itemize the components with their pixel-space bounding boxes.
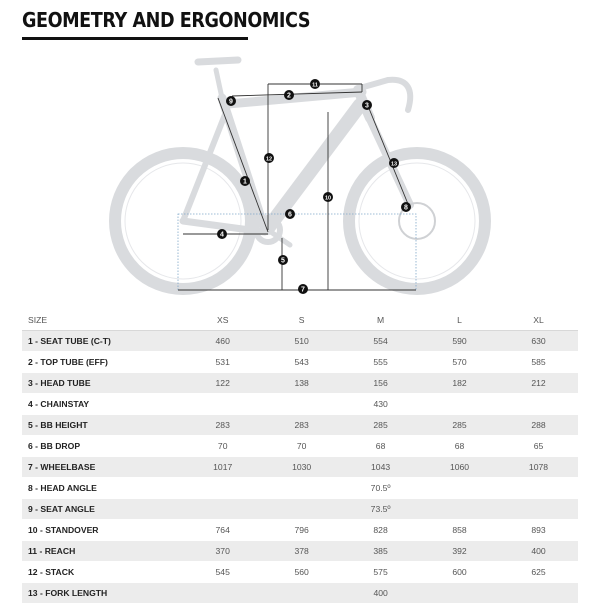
row-value: 285 [341, 415, 420, 436]
row-value: 600 [420, 562, 499, 583]
row-value-all-sizes: 430 [183, 394, 578, 415]
row-value: 288 [499, 415, 578, 436]
row-value: 392 [420, 541, 499, 562]
row-value: 156 [341, 373, 420, 394]
table-row [22, 541, 578, 562]
row-label: 10 - STANDOVER [22, 520, 183, 541]
row-value: 570 [420, 352, 499, 373]
row-value: 560 [262, 562, 341, 583]
row-value: 122 [183, 373, 262, 394]
row-label: 3 - HEAD TUBE [22, 373, 183, 394]
table-header-row [22, 310, 578, 331]
row-label: 4 - CHAINSTAY [22, 394, 183, 415]
size-xs-header: XS [183, 310, 262, 331]
table-row [22, 331, 578, 352]
marker-5-label: 5 [281, 257, 285, 265]
row-label: 6 - BB DROP [22, 436, 183, 457]
marker-7-label: 7 [301, 286, 305, 294]
row-value: 1043 [341, 457, 420, 478]
table-row [22, 562, 578, 583]
table-row [22, 394, 578, 415]
row-value: 460 [183, 331, 262, 352]
row-value: 1078 [499, 457, 578, 478]
marker-2-label: 2 [287, 92, 291, 100]
marker-1-label: 1 [243, 178, 247, 186]
row-value: 68 [341, 436, 420, 457]
row-value: 554 [341, 331, 420, 352]
table-row [22, 415, 578, 436]
row-label: 9 - SEAT ANGLE [22, 499, 183, 520]
table-row [22, 352, 578, 373]
size-m-header: M [341, 310, 420, 331]
row-value: 1017 [183, 457, 262, 478]
row-label: 7 - WHEELBASE [22, 457, 183, 478]
marker-6-label: 6 [288, 211, 292, 219]
marker-12-label: 12 [265, 156, 273, 163]
table-row [22, 583, 578, 604]
row-label: 11 - REACH [22, 541, 183, 562]
row-value: 585 [499, 352, 578, 373]
row-value: 385 [341, 541, 420, 562]
row-value: 370 [183, 541, 262, 562]
row-value: 70 [262, 436, 341, 457]
geometry-table [22, 310, 578, 604]
row-value: 531 [183, 352, 262, 373]
row-value: 893 [499, 520, 578, 541]
table-row [22, 457, 578, 478]
row-label: 1 - SEAT TUBE (C-T) [22, 331, 183, 352]
table-row [22, 478, 578, 499]
table-row [22, 499, 578, 520]
row-value: 625 [499, 562, 578, 583]
marker-13-label: 13 [390, 161, 398, 168]
front-wheel [349, 153, 485, 289]
table-row [22, 520, 578, 541]
row-value: 555 [341, 352, 420, 373]
size-header: SIZE [22, 310, 183, 331]
row-value: 828 [341, 520, 420, 541]
size-l-header: L [420, 310, 499, 331]
handlebar [388, 80, 410, 110]
row-value: 1030 [262, 457, 341, 478]
row-value: 68 [420, 436, 499, 457]
row-value: 590 [420, 331, 499, 352]
row-value: 182 [420, 373, 499, 394]
row-value: 764 [183, 520, 262, 541]
bike-geometry-diagram [0, 40, 600, 302]
size-xl-header: XL [499, 310, 578, 331]
row-value: 378 [262, 541, 341, 562]
marker-9-label: 9 [229, 98, 233, 106]
table-row [22, 436, 578, 457]
row-value: 70 [183, 436, 262, 457]
row-value: 630 [499, 331, 578, 352]
row-value: 65 [499, 436, 578, 457]
row-value: 510 [262, 331, 341, 352]
row-value: 796 [262, 520, 341, 541]
table-row [22, 373, 578, 394]
marker-3-label: 3 [365, 102, 369, 110]
marker-11-label: 11 [312, 82, 318, 89]
seatpost [216, 70, 222, 98]
marker-4-label: 4 [220, 231, 224, 239]
row-value: 283 [262, 415, 341, 436]
row-value: 400 [499, 541, 578, 562]
row-value: 1060 [420, 457, 499, 478]
row-value-all-sizes: 400 [183, 583, 578, 604]
row-value: 858 [420, 520, 499, 541]
row-value: 283 [183, 415, 262, 436]
page-title: GEOMETRY AND ERGONOMICS [22, 8, 311, 32]
marker-8-label: 8 [404, 204, 408, 212]
size-s-header: S [262, 310, 341, 331]
row-label: 12 - STACK [22, 562, 183, 583]
row-value: 212 [499, 373, 578, 394]
row-value: 545 [183, 562, 262, 583]
row-value: 575 [341, 562, 420, 583]
row-label: 13 - FORK LENGTH [22, 583, 183, 604]
row-value: 543 [262, 352, 341, 373]
row-label: 8 - HEAD ANGLE [22, 478, 183, 499]
row-label: 5 - BB HEIGHT [22, 415, 183, 436]
marker-10-label: 10 [324, 195, 332, 202]
row-value: 285 [420, 415, 499, 436]
stem [360, 80, 388, 88]
saddle [198, 60, 238, 62]
row-value-all-sizes: 73.5º [183, 499, 578, 520]
row-label: 2 - TOP TUBE (EFF) [22, 352, 183, 373]
row-value: 138 [262, 373, 341, 394]
row-value-all-sizes: 70.5º [183, 478, 578, 499]
